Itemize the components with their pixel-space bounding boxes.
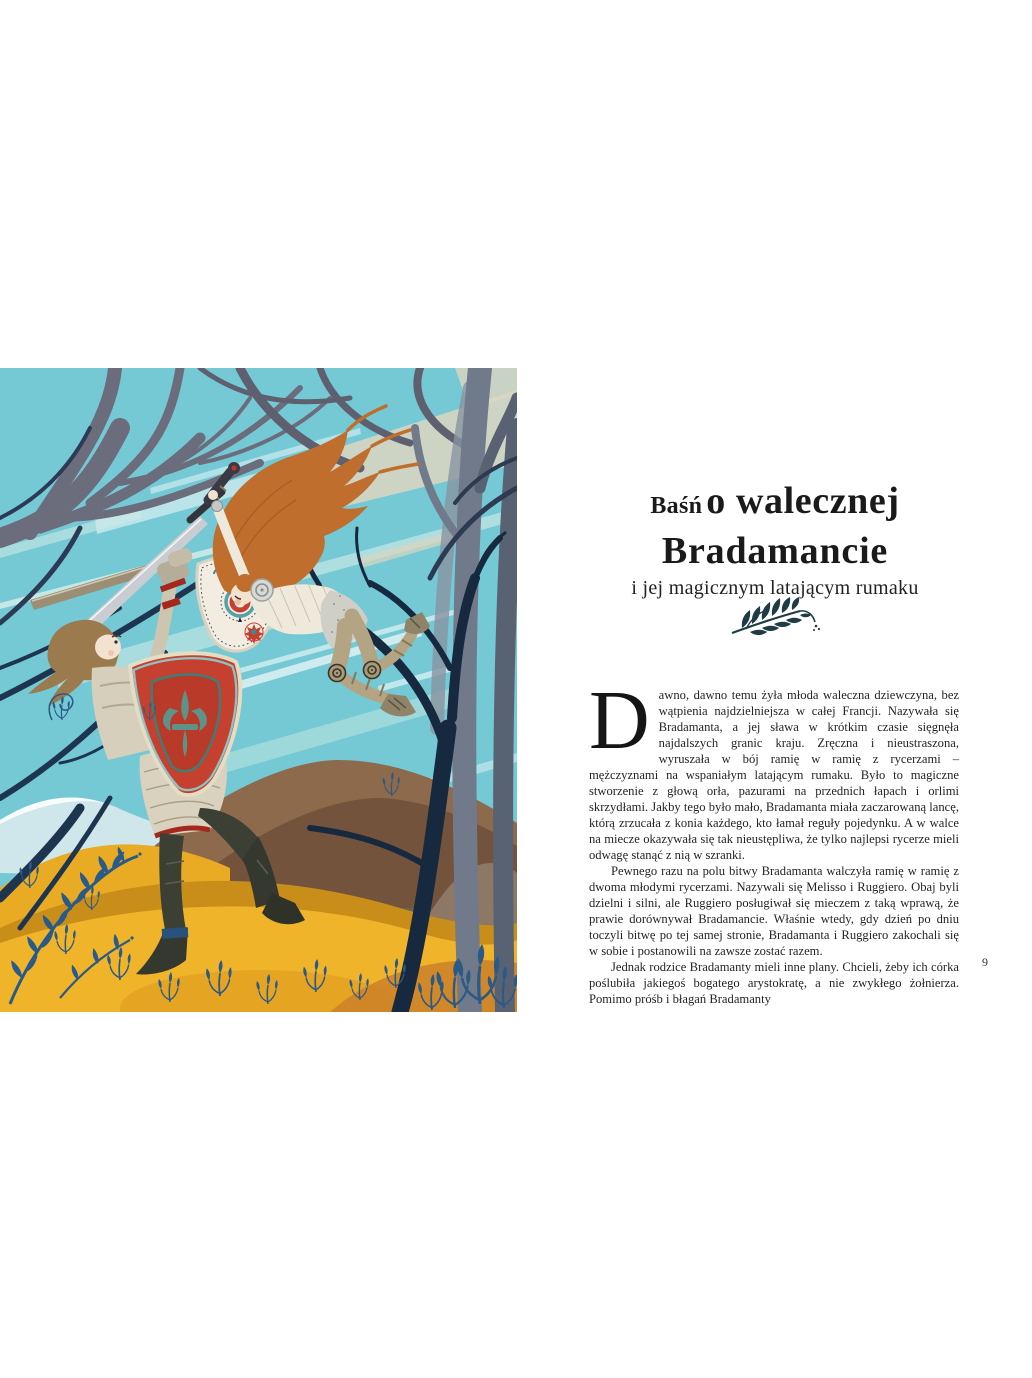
illustration xyxy=(0,368,517,1012)
chapter-subtitle: i jej magicznym latającym rumaku xyxy=(631,577,919,599)
knight-face xyxy=(95,635,121,660)
title-main: o walecznej xyxy=(706,480,900,522)
paragraph-text: awno, dawno temu żyła młoda waleczna dziewczyna, bez wątpienia najdzielniejsza w całej Francji. Nazywała się Bradamanta, a jej sława w krótkim czasie sięgnęła najdalszych granic kraju. Zręczna i nieustraszona, wyruszała w bój ramię w ramię z rycerzami – mężczyznami na wspaniałym latającym rumaku. Było to magiczne stworzenie z głową orła, pazurami na przednich łapach i orlimi skrzydłami. Jakby tego było mało, Bradamanta miała zaczarowaną lancę, którą zrzucała z konia każdego, kto łamał reguły pojedynku. A w walce na miecze okazywała się tak nieustępliwa, że tylko najlepsi rycerze mieli odwagę stanąć z nią w szranki. xyxy=(589,688,959,862)
laurel-ornament-icon xyxy=(726,595,822,645)
paragraph xyxy=(589,674,959,863)
story-text xyxy=(589,674,959,1007)
title-prefix: Baśń xyxy=(650,493,703,519)
chapter-title xyxy=(560,479,990,600)
paragraph: Jednak rodzice Bradamanty mieli inne plany. Chcieli, żeby ich córka poślubiła jakiegoś bogatego arystokratę, a nie zwykłego żołnierza. Pomimo próśb i błagań Bradamanty xyxy=(589,960,959,1006)
title-line-2: Bradamancie xyxy=(661,530,889,572)
title-line-1 xyxy=(560,479,990,531)
paragraph: Pewnego razu na polu bitwy Bradamanta walczyła ramię w ramię z dwoma młodymi rycerzami. Nazywali się Melisso i Ruggiero. Obaj byli dzielni i silni, ale Ruggiero posługiwał się mieczem z taką wprawą, że prawie dorównywał Bradamancie. Właśnie wtedy, gdy dzień po dniu toczyli bitwę po tej samej stronie, Bradamanta i Ruggiero zakochali się w sobie i postanowili na zawsze zostać razem. xyxy=(589,864,959,958)
page-number: 9 xyxy=(982,955,988,969)
drop-cap: D xyxy=(589,674,650,767)
